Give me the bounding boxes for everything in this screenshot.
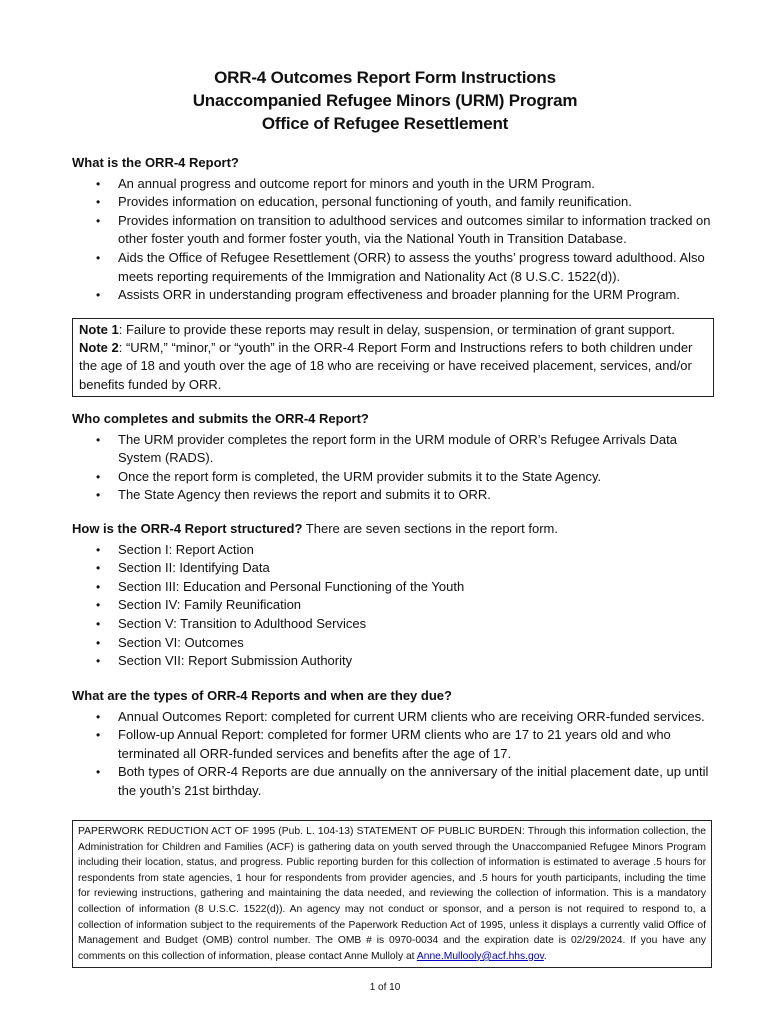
bullet-icon: • — [96, 488, 101, 503]
section-who — [72, 410, 712, 505]
title-line-1: ORR-4 Outcomes Report Form Instructions — [214, 68, 556, 87]
list-item: • Both types of ORR-4 Reports are due annually on the anniversary of the initial placement date, up until the youth’s 21st birthday. — [96, 764, 709, 798]
list-item: • Provides information on transition to adulthood services and outcomes similar to information tracked on other foster youth and former foster youth, via the National Youth in Transition Database. — [96, 212, 711, 247]
bullet-list — [72, 541, 712, 671]
list-item: • Once the report form is completed, the URM provider submits it to the State Agency. — [72, 468, 712, 487]
list-item: • Provides information on education, personal functioning of youth, and family reunification. — [72, 193, 712, 212]
list-item: • Section VII: Report Submission Authority — [72, 652, 712, 671]
section-heading: How is the ORR-4 Report structured? There are seven sections in the report form. — [72, 521, 558, 536]
section-types — [72, 687, 712, 801]
list-item: • Section II: Identifying Data — [72, 559, 712, 578]
bullet-icon: • — [96, 654, 101, 669]
section-heading: Who completes and submits the ORR-4 Report? — [72, 411, 369, 426]
list-item: • Section IV: Family Reunification — [72, 596, 712, 615]
bullet-list — [72, 175, 712, 305]
list-item: • Aids the Office of Refugee Resettlement (ORR) to assess the youths’ progress toward adulthood. Also meets reporting requirements of the Immigration and Nationality Act (8 U.S.C. 1522(d)). — [96, 249, 705, 284]
notes-box — [72, 318, 714, 397]
bullet-icon: • — [96, 542, 101, 557]
list-item: • Section I: Report Action — [72, 541, 712, 560]
section-heading: What are the types of ORR-4 Reports and when are they due? — [72, 688, 452, 703]
section-how — [72, 520, 712, 671]
bullet-icon: • — [96, 579, 101, 594]
list-item: • The URM provider completes the report form in the URM module of ORR’s Refugee Arrivals Data System (RADS). — [96, 431, 677, 466]
page-number: 1 of 10 — [369, 982, 401, 993]
bullet-icon: • — [96, 432, 101, 447]
bullet-icon: • — [96, 616, 101, 631]
section-heading: What is the ORR-4 Report? — [72, 155, 239, 170]
bullet-icon: • — [96, 765, 101, 780]
title-line-2: Unaccompanied Refugee Minors (URM) Program — [192, 91, 578, 110]
list-item: • Follow-up Annual Report: completed for former URM clients who are 17 to 21 years old and who terminated all ORR-funded services and benefits after the age of 17. — [96, 727, 671, 761]
bullet-icon: • — [96, 176, 101, 191]
paperwork-reduction-statement: PAPERWORK REDUCTION ACT OF 1995 (Pub. L. 104-13) STATEMENT OF PUBLIC BURDEN: Through this information collection, the Administration for Children and Families (ACF) is gathering data on youth served through the Unaccompanied Refugee Minors Program including their location, status, and progress. Public reporting burden for this collection of information is estimated to average .5 hours for respondents from state agencies, 1 hour for respondents from provider agencies, and .5 hours for youth participants, including the time for reviewing instructions, gathering and maintaining the data needed, and reviewing the collection of information. This is a mandatory collection of information (8 U.S.C. 1522(d)). An agency may not conduct or sponsor, and a person is not required to respond to, a collection of information subject to the requirements of the Paperwork Reduction Act of 1995, unless it displays a currently valid Office of Management and Budget (OMB) control number. The OMB # is 0970-0034 and the expiration date is 02/29/2024. If you have any comments on this collection of information, please contact Anne Mulloly at Anne.Mullooly@acf.hhs.gov. — [72, 820, 712, 968]
list-item: • Assists ORR in understanding program effectiveness and broader planning for the URM Program. — [72, 286, 712, 305]
bullet-icon: • — [96, 288, 101, 303]
list-item: • An annual progress and outcome report for minors and youth in the URM Program. — [72, 175, 712, 194]
title-line-3: Office of Refugee Resettlement — [261, 114, 509, 133]
list-item: • Section V: Transition to Adulthood Services — [72, 615, 712, 634]
note-2: Note 2: “URM,” “minor,” or “youth” in the ORR-4 Report Form and Instructions refers to both children under the age of 18 and youth over the age of 18 who are receiving or have received placement, services, and/or benefits funded by ORR. — [79, 340, 693, 392]
bullet-icon: • — [96, 709, 101, 724]
list-item: • The State Agency then reviews the report and submits it to ORR. — [72, 486, 712, 505]
section-what-is — [72, 154, 712, 305]
note-1: Note 1: Failure to provide these reports may result in delay, suspension, or termination of grant support. — [79, 322, 675, 337]
document-title — [0, 66, 770, 135]
bullet-icon: • — [96, 635, 101, 650]
bullet-list — [72, 431, 712, 505]
bullet-icon: • — [96, 561, 101, 576]
list-item: • Section III: Education and Personal Functioning of the Youth — [72, 578, 712, 597]
list-item: • Section VI: Outcomes — [72, 634, 712, 653]
bullet-icon: • — [96, 598, 101, 613]
bullet-icon: • — [96, 728, 101, 743]
bullet-list — [72, 708, 712, 801]
bullet-icon: • — [96, 469, 101, 484]
bullet-icon: • — [96, 213, 101, 228]
list-item: • Annual Outcomes Report: completed for current URM clients who are receiving ORR-funded services. — [72, 708, 712, 727]
bullet-icon: • — [96, 250, 101, 265]
bullet-icon: • — [96, 195, 101, 210]
contact-email-link[interactable]: Anne.Mullooly@acf.hhs.gov — [416, 950, 544, 962]
